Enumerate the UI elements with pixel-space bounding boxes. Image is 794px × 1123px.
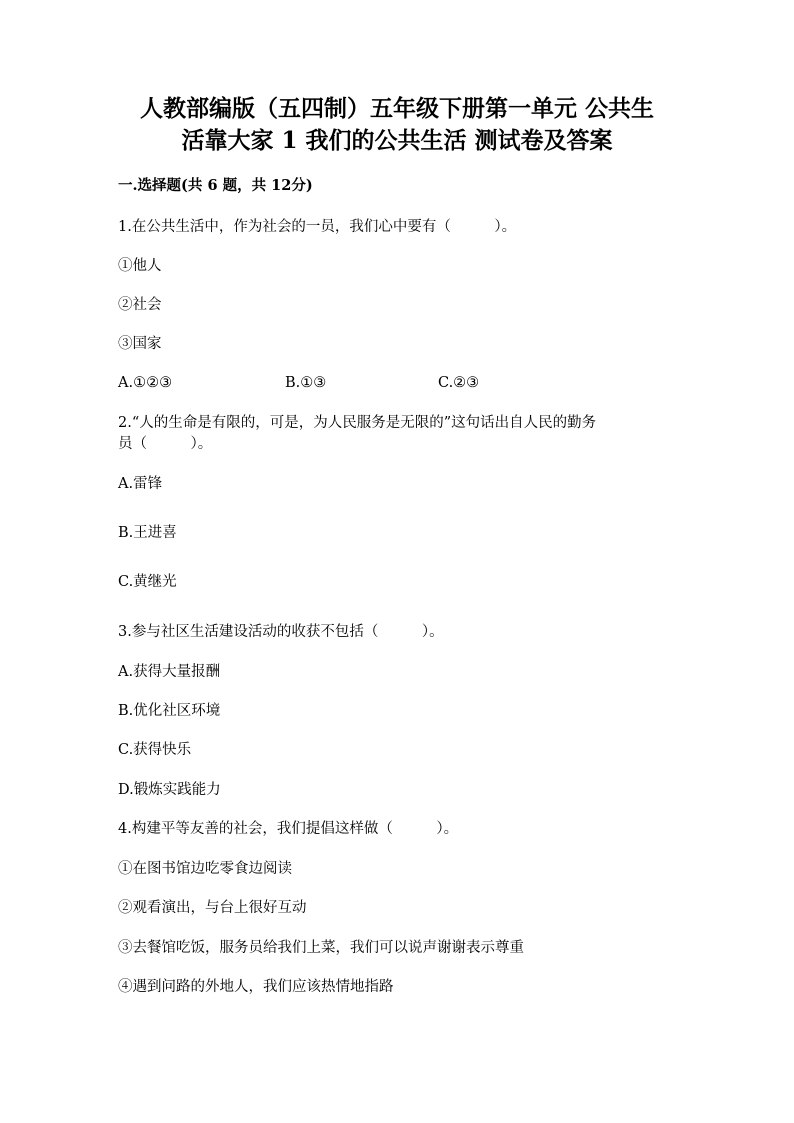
question-1-options — [118, 373, 678, 393]
question-3-option-b: B.优化社区环境 — [118, 703, 221, 719]
title-line-2: 活靠大家 1 我们的公共生活 测试卷及答案 — [181, 127, 613, 154]
question-1-item-1: ①他人 — [118, 258, 162, 274]
question-1-stem: 1.在公共生活中，作为社会的一员，我们心中要有（ ）。 — [118, 219, 517, 235]
question-4-stem: 4.构建平等友善的社会，我们提倡这样做（ ）。 — [118, 821, 459, 837]
question-1-option-b: B.①③ — [285, 375, 327, 391]
question-1-option-c: C.②③ — [438, 375, 480, 391]
question-1-item-3: ③国家 — [118, 336, 162, 352]
title-line-1: 人教部编版（五四制）五年级下册第一单元 公共生 — [139, 95, 654, 122]
section-heading: 一.选择题(共 6 题，共 12分) — [118, 177, 313, 194]
question-1-item-2: ②社会 — [118, 297, 162, 313]
question-2-option-a: A.雷锋 — [118, 476, 163, 492]
page-title — [110, 93, 684, 157]
question-4-item-2: ②观看演出，与台上很好互动 — [118, 900, 307, 916]
question-3-option-c: C.获得快乐 — [118, 742, 192, 758]
question-2-stem-line-1: 2.“人的生命是有限的，可是，为人民服务是无限的”这句话出自人民的勤务 — [118, 415, 597, 431]
question-2-stem-line-2: 员（ ）。 — [118, 436, 213, 452]
question-1-option-a: A.①②③ — [118, 375, 173, 391]
question-4-item-1: ①在图书馆边吃零食边阅读 — [118, 861, 292, 877]
question-2-option-b: B.王进喜 — [118, 525, 177, 541]
question-3-stem: 3.参与社区生活建设活动的收获不包括（ ）。 — [118, 624, 444, 640]
question-2-option-c: C.黄继光 — [118, 574, 177, 590]
question-3-option-a: A.获得大量报酬 — [118, 664, 221, 680]
question-3-option-d: D.锻炼实践能力 — [118, 782, 221, 798]
question-4-item-4: ④遇到问路的外地人，我们应该热情地指路 — [118, 979, 394, 995]
question-4-item-3: ③去餐馆吃饭，服务员给我们上菜，我们可以说声谢谢表示尊重 — [118, 940, 524, 956]
